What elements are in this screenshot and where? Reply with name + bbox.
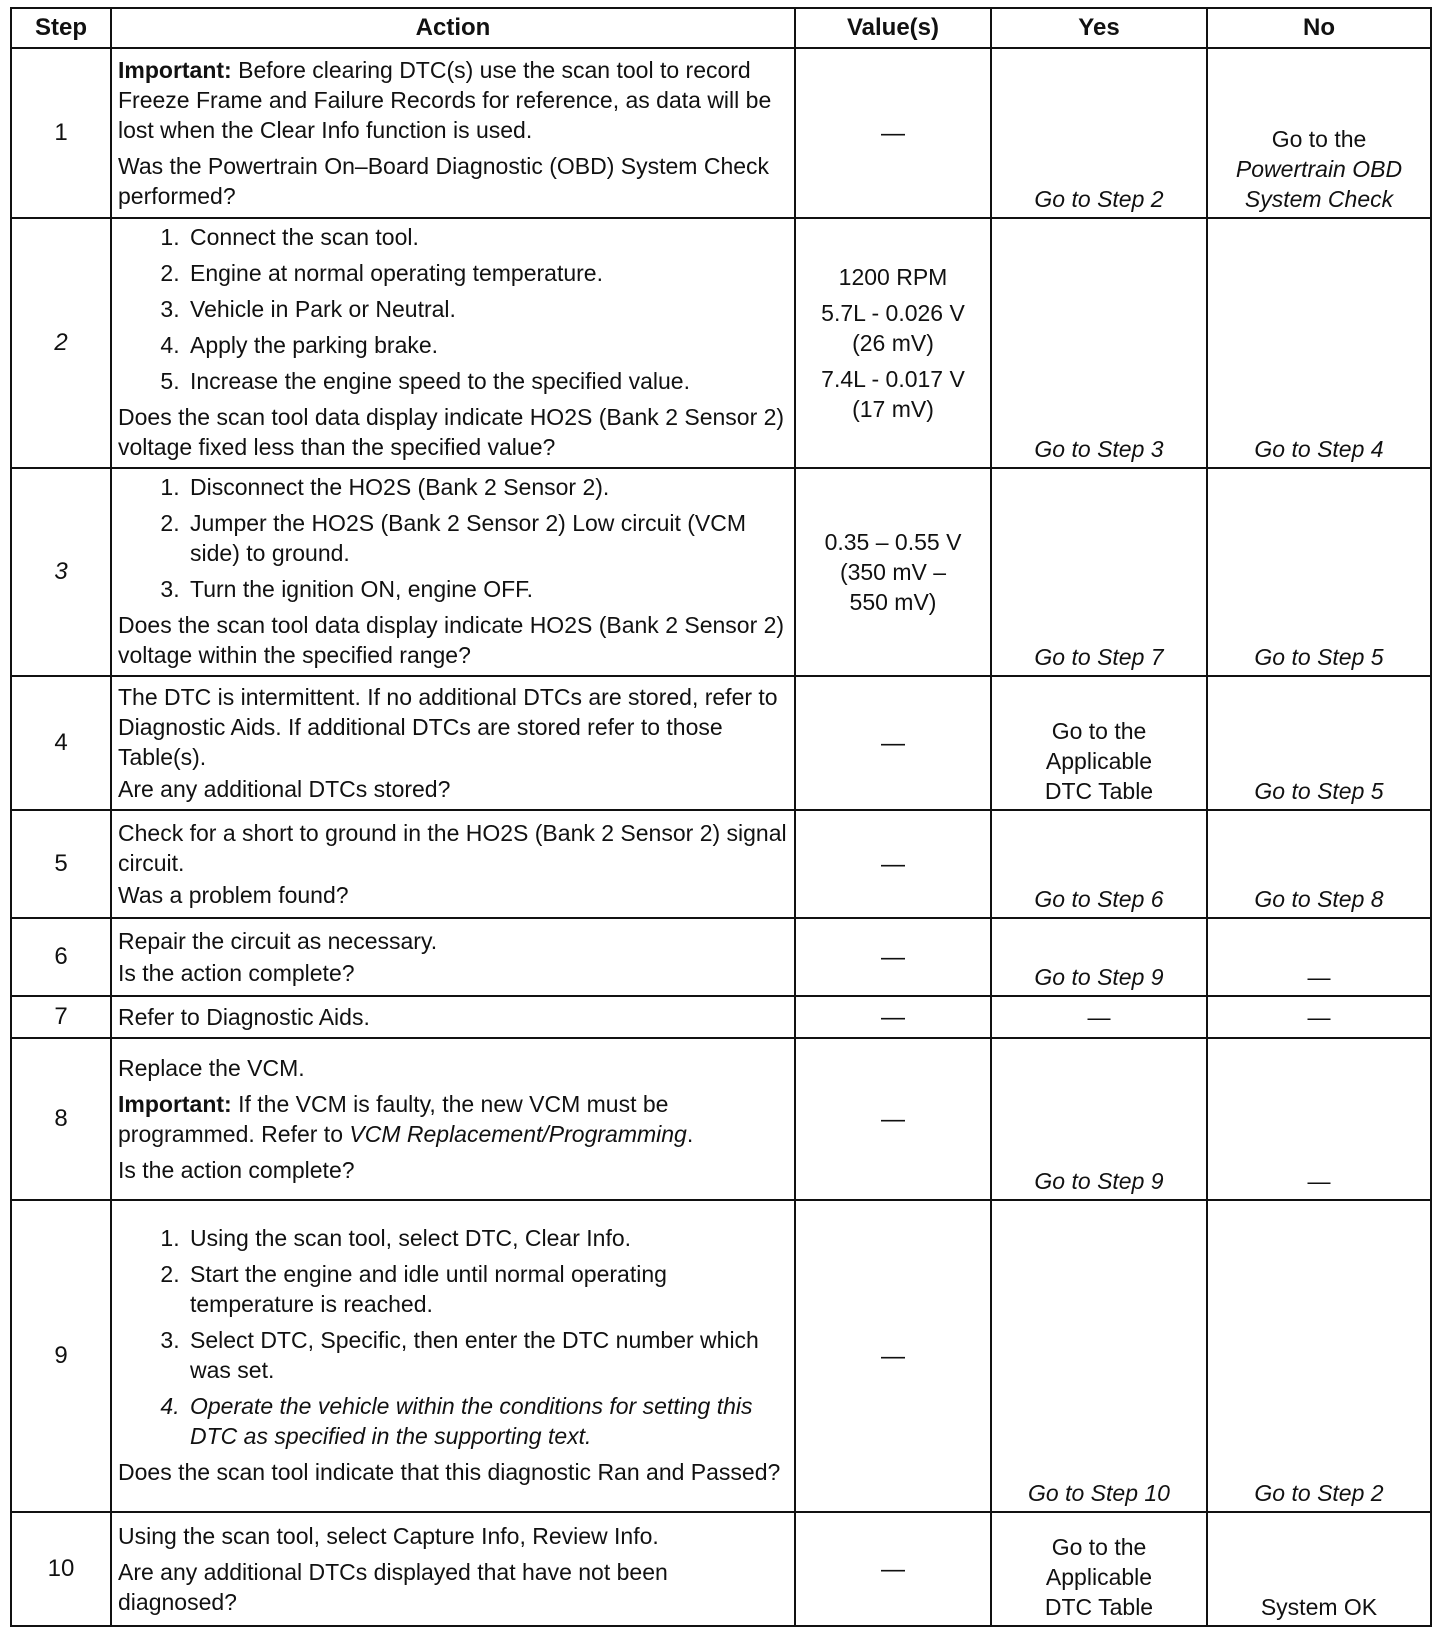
header-values: Value(s) (795, 8, 991, 48)
action-question: Is the action complete? (118, 960, 355, 986)
no-cell: Go to Step 5 (1207, 676, 1431, 810)
action-question: Does the scan tool data display indicate HO2S (Bank 2 Sensor 2) voltage fixed less than the specified value? (118, 404, 785, 460)
list-item: 5. Increase the engine speed to the specified value. (186, 366, 788, 396)
value-dash: — (881, 729, 905, 757)
diagnostic-table-page (10, 7, 1430, 1627)
action-text: Repair the circuit as necessary. (118, 928, 438, 954)
yes-cell (991, 1512, 1207, 1626)
action-text: Refer to Diagnostic Aids. (118, 1004, 370, 1030)
action-cell (111, 468, 795, 676)
no-cell: System OK (1207, 1512, 1431, 1626)
action-cell (111, 1200, 795, 1512)
list-item: 2. Start the engine and idle until normal operating temperature is reached. (186, 1259, 788, 1319)
important-end: . (686, 1121, 694, 1147)
list-item: 3. Turn the ignition ON, engine OFF. (186, 574, 788, 604)
action-question: Does the scan tool data display indicate HO2S (Bank 2 Sensor 2) voltage within the specified range? (118, 612, 785, 668)
vcm-programming-ref: VCM Replacement/Programming (349, 1121, 687, 1147)
yes-line: Applicable (1045, 1564, 1153, 1590)
important-label: Important: (118, 1091, 232, 1117)
table-row (11, 918, 1431, 996)
yes-line: Go to the (1051, 718, 1147, 744)
step-number: 5 (11, 810, 111, 918)
important-text: If the VCM is faulty, the new VCM must be programmed. Refer to (118, 1091, 669, 1147)
action-cell (111, 918, 795, 996)
table-row (11, 810, 1431, 918)
step-number: 4 (11, 676, 111, 810)
value-dash: — (881, 1555, 905, 1583)
value-line: 1200 RPM (838, 264, 948, 290)
action-question: Was the Powertrain On–Board Diagnostic (OBD) System Check performed? (118, 153, 770, 209)
value-line: 0.35 – 0.55 V (824, 529, 962, 555)
no-cell: Go to Step 4 (1207, 218, 1431, 468)
list-item: 1. Using the scan tool, select DTC, Clear Info. (186, 1223, 788, 1253)
action-question: Are any additional DTCs stored? (118, 776, 451, 802)
yes-cell: Go to Step 7 (991, 468, 1207, 676)
action-cell (111, 996, 795, 1038)
value-cell (795, 918, 991, 996)
yes-cell: Go to Step 6 (991, 810, 1207, 918)
action-list (118, 1223, 788, 1451)
action-list (118, 222, 788, 396)
step-number: 7 (11, 996, 111, 1038)
value-cell (795, 1038, 991, 1200)
value-cell (795, 1200, 991, 1512)
no-cell: Go to Step 2 (1207, 1200, 1431, 1512)
action-question: Does the scan tool indicate that this diagnostic Ran and Passed? (118, 1459, 781, 1485)
value-dash: — (881, 119, 905, 147)
list-item: 3. Select DTC, Specific, then enter the DTC number which was set. (186, 1325, 788, 1385)
header-step: Step (11, 8, 111, 48)
value-cell (795, 218, 991, 468)
table-row (11, 1512, 1431, 1626)
action-cell (111, 1038, 795, 1200)
list-item: 1. Disconnect the HO2S (Bank 2 Sensor 2). (186, 472, 788, 502)
action-cell (111, 218, 795, 468)
list-item: 4. Operate the vehicle within the conditions for setting this DTC as specified in the supporting text. (186, 1391, 788, 1451)
table-row (11, 1038, 1431, 1200)
value-line: 550 mV) (849, 589, 937, 615)
yes-cell: Go to Step 2 (991, 48, 1207, 218)
yes-cell: — (991, 996, 1207, 1038)
value-cell (795, 1512, 991, 1626)
step-number: 9 (11, 1200, 111, 1512)
table-header-row (11, 8, 1431, 48)
table-row (11, 48, 1431, 218)
yes-cell: Go to Step 9 (991, 918, 1207, 996)
value-line: (17 mV) (852, 396, 934, 422)
header-no: No (1207, 8, 1431, 48)
important-text: Before clearing DTC(s) use the scan tool to record Freeze Frame and Failure Records for reference, as data will be lost when the Clear Info function is used. (118, 57, 772, 143)
powertrain-obd-check-ref: Powertrain OBD System Check (1235, 156, 1403, 212)
no-cell (1207, 48, 1431, 218)
yes-cell: Go to Step 3 (991, 218, 1207, 468)
no-cell: — (1207, 918, 1431, 996)
value-line: (26 mV) (852, 330, 934, 356)
action-question: Are any additional DTCs displayed that have not been diagnosed? (118, 1559, 668, 1615)
value-dash: — (881, 943, 905, 971)
step-number: 2 (11, 218, 111, 468)
yes-cell: Go to Step 10 (991, 1200, 1207, 1512)
action-cell (111, 48, 795, 218)
step-number: 1 (11, 48, 111, 218)
yes-line: DTC Table (1044, 778, 1154, 804)
step-number: 10 (11, 1512, 111, 1626)
table-row (11, 676, 1431, 810)
table-row (11, 468, 1431, 676)
value-dash: — (881, 1003, 905, 1031)
action-text: Using the scan tool, select Capture Info, Review Info. (118, 1523, 659, 1549)
no-prefix: Go to the (1271, 126, 1367, 152)
value-line: (350 mV – (839, 559, 947, 585)
action-cell (111, 1512, 795, 1626)
step-number: 3 (11, 468, 111, 676)
action-text: The DTC is intermittent. If no additional DTCs are stored, refer to Diagnostic Aids. If additional DTCs are stored refer to those Table(s). (118, 684, 778, 770)
important-note (118, 55, 788, 145)
no-cell: Go to Step 8 (1207, 810, 1431, 918)
list-item: 2. Engine at normal operating temperature. (186, 258, 788, 288)
yes-cell (991, 676, 1207, 810)
value-line: 7.4L - 0.017 V (821, 366, 965, 392)
action-text: Replace the VCM. (118, 1055, 305, 1081)
yes-line: Applicable (1045, 748, 1153, 774)
important-label: Important: (118, 57, 232, 83)
step-number: 6 (11, 918, 111, 996)
list-item: 1. Connect the scan tool. (186, 222, 788, 252)
action-list (118, 472, 788, 604)
action-question: Is the action complete? (118, 1157, 355, 1183)
table-row (11, 1200, 1431, 1512)
header-yes: Yes (991, 8, 1207, 48)
value-cell (795, 48, 991, 218)
action-text: Check for a short to ground in the HO2S (Bank 2 Sensor 2) signal circuit. (118, 820, 787, 876)
no-cell: Go to Step 5 (1207, 468, 1431, 676)
value-dash: — (881, 1105, 905, 1133)
diagnostic-table (10, 7, 1432, 1627)
value-cell (795, 676, 991, 810)
step-number: 8 (11, 1038, 111, 1200)
header-action: Action (111, 8, 795, 48)
table-row (11, 218, 1431, 468)
value-cell (795, 810, 991, 918)
important-note (118, 1089, 788, 1149)
value-dash: — (881, 850, 905, 878)
no-cell: — (1207, 996, 1431, 1038)
list-item: 3. Vehicle in Park or Neutral. (186, 294, 788, 324)
list-item: 2. Jumper the HO2S (Bank 2 Sensor 2) Low circuit (VCM side) to ground. (186, 508, 788, 568)
table-row (11, 996, 1431, 1038)
list-item: 4. Apply the parking brake. (186, 330, 788, 360)
yes-line: Go to the (1051, 1534, 1147, 1560)
value-line: 5.7L - 0.026 V (821, 300, 965, 326)
action-cell (111, 676, 795, 810)
yes-cell: Go to Step 9 (991, 1038, 1207, 1200)
value-dash: — (881, 1342, 905, 1370)
value-cell (795, 468, 991, 676)
value-cell (795, 996, 991, 1038)
no-cell: — (1207, 1038, 1431, 1200)
action-cell (111, 810, 795, 918)
yes-line: DTC Table (1044, 1594, 1154, 1620)
action-question: Was a problem found? (118, 882, 349, 908)
